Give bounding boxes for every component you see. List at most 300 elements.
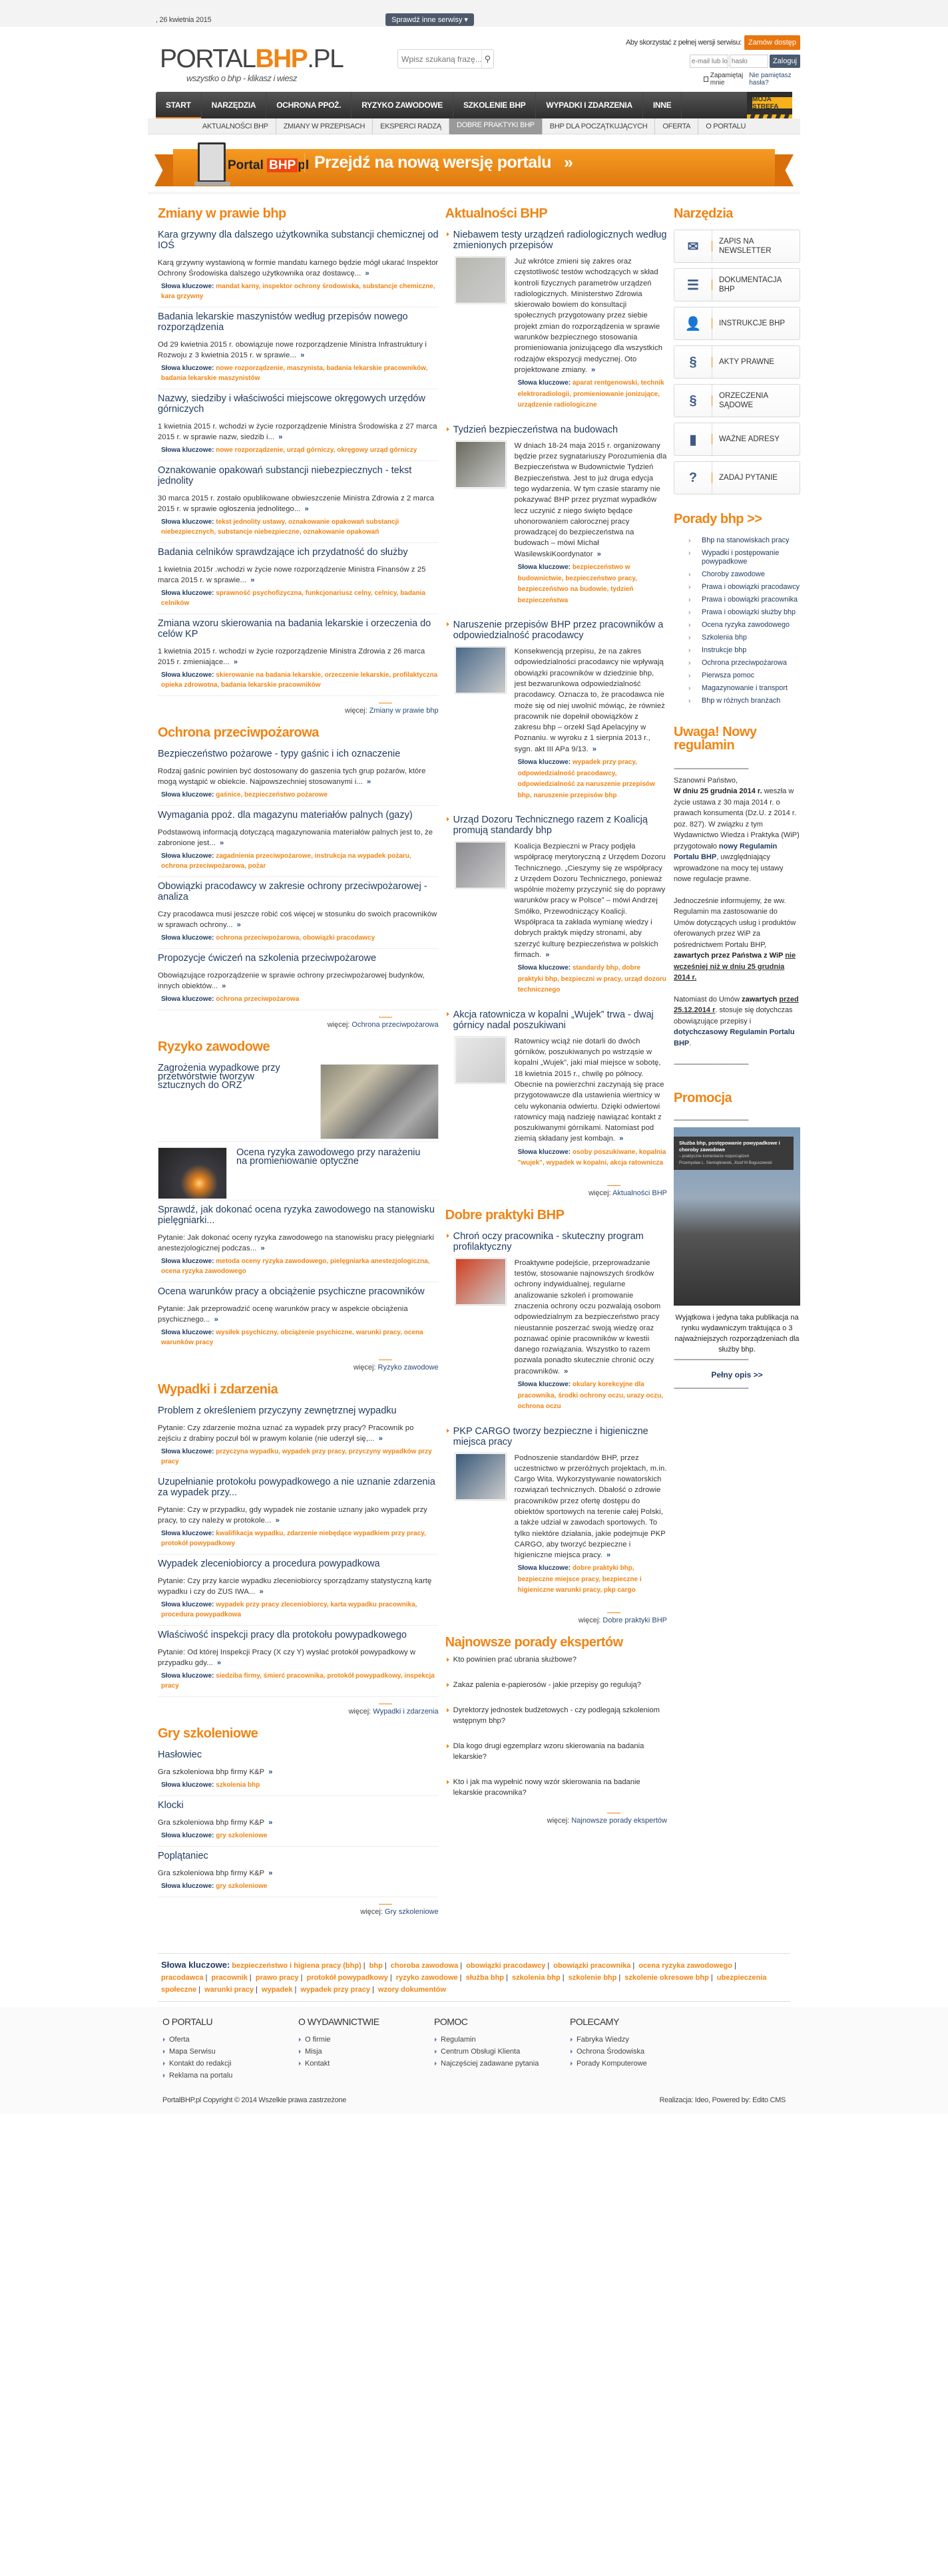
article-title[interactable]: Badania lekarskie maszynistów według przepisów nowego rozporządzenia <box>158 311 408 333</box>
article <box>158 1401 439 1473</box>
divider: | <box>632 1962 635 1970</box>
article <box>158 877 439 949</box>
login-button[interactable]: Zaloguj <box>770 55 800 68</box>
keywords: Słowa kluczowe: wysiłek psychiczny, obciążenie psychiczne, warunki pracy, ocena warunków pracy <box>161 1329 423 1346</box>
footer-column-title: POMOC <box>434 2016 468 2027</box>
keyword-links[interactable]: dobre praktyki bhp, bezpieczne miejsce pracy, bezpieczne i higieniczne warunki pracy, pkp cargo <box>517 1564 642 1594</box>
read-more-link[interactable]: » <box>545 950 550 959</box>
keywords: Słowa kluczowe: mandat karny, inspektor ochrony środowiska, substancje chemiczne, kara grzywny <box>161 283 435 300</box>
article <box>158 806 439 877</box>
read-more-link[interactable]: » <box>619 1135 624 1143</box>
article <box>158 949 439 1010</box>
article-excerpt: Karą grzywny wystawioną w formie mandatu karnego będzie mógł ukarać Inspektor Ochrony Środowiska dalszego użytkownika oraz dostawcę... » <box>158 259 439 277</box>
article-thumbnail[interactable] <box>455 646 507 694</box>
instructions-icon: 👤 <box>684 316 702 331</box>
remember-me[interactable]: Zapamiętaj mnie <box>704 72 749 87</box>
porady-link[interactable]: › Prawa i obowiązki służby bhp <box>688 608 800 617</box>
read-more-link[interactable]: » <box>220 839 224 847</box>
search-input[interactable] <box>398 50 481 68</box>
tool-label: DOKUMENTACJA BHP <box>719 276 782 293</box>
keyword-link[interactable]: pracodawca <box>161 1974 204 1982</box>
article-title[interactable]: Chroń oczy pracownika - skuteczny program profilaktyczny <box>445 1231 667 1252</box>
article <box>445 1006 667 1179</box>
article-thumbnail[interactable] <box>455 256 507 304</box>
section-wypadki <box>158 1382 439 1716</box>
divider: | <box>389 1974 392 1982</box>
footer-link[interactable]: Fabryka Wiedzy <box>570 2034 706 2046</box>
keyword-links[interactable]: osoby poszukiwane, kopalnia "wujek", wypadek w kopalni, akcja ratownicza <box>517 1148 666 1167</box>
section-title: Najnowsze porady ekspertów <box>445 1634 623 1650</box>
article-title[interactable]: Poplątaniec <box>158 1851 208 1861</box>
divider: | <box>734 1962 736 1970</box>
question-icon: ? <box>688 470 698 485</box>
porady-link[interactable]: › Prawa i obowiązki pracodawcy <box>688 583 800 592</box>
porady-link[interactable]: › Pierwsza pomoc <box>688 671 800 680</box>
porady-link[interactable]: › Choroby zawodowe <box>688 570 800 579</box>
keyword-link[interactable]: ubezpieczenia społeczne <box>161 1974 767 1994</box>
article-excerpt: Pytanie: Jak przeprowadzić ocenę warunków pracy w aspekcie obciążenia psychicznego... » <box>158 1305 408 1324</box>
article-thumbnail[interactable] <box>455 1036 507 1084</box>
keyword-link[interactable]: wypadek przy pracy <box>300 1986 370 1994</box>
more-link[interactable]: więcej: Najnowsze porady ekspertów <box>445 1813 667 1825</box>
keyword-links[interactable]: wysiłek psychiczny, obciążenie psychiczne, warunki pracy, ocena warunków pracy <box>161 1329 423 1346</box>
copyright: PortalBHP.pl Copyright © 2014 Wszelkie prawa zastrzeżone <box>162 2096 347 2104</box>
article-title[interactable]: Oznakowanie opakowań substancji niebezpiecznych - tekst jednolity <box>158 465 412 486</box>
keyword-link[interactable]: prawo pracy <box>255 1974 299 1982</box>
porady-link[interactable]: › Bhp w różnych branżach <box>688 697 800 705</box>
article-title[interactable]: Nazwy, siedziby i właściwości miejscowe okręgowych urzędów górniczych <box>158 393 425 415</box>
more-link[interactable]: więcej: Aktualności BHP <box>445 1185 667 1197</box>
article-title[interactable]: Urząd Dozoru Technicznego razem z Koalicją promują standardy bhp <box>445 815 667 836</box>
keyword-link[interactable]: szkolenia bhp <box>511 1974 561 1982</box>
porady-link[interactable]: › Wypadki i postępowanie powypadkowe <box>688 549 800 566</box>
keyword-link[interactable]: bhp <box>369 1962 383 1970</box>
book-title: Służba bhp, postępowanie powypadkowe i choroby zawodowe – praktyczne komentarze rozporządzeń Przemysław L. Siemiątkowski, Józef M Boguszewski <box>674 1137 794 1170</box>
keyword-link[interactable]: warunki pracy <box>204 1986 254 1994</box>
keywords: Słowa kluczowe: kwalifikacja wypadku, zdarzenie niebędące wypadkiem przy pracy, protokół powypadkowy <box>161 1530 426 1547</box>
keyword-links[interactable]: bezpieczeństwo w budownictwie, bezpieczeństwo pracy, bezpieczeństwo na budowie, tydzień bezpieczeństwa <box>517 564 637 604</box>
read-more-link[interactable]: » <box>268 1819 273 1827</box>
article <box>158 1847 439 1897</box>
section-aktualnosci <box>445 206 667 1197</box>
separator <box>148 192 800 194</box>
article <box>158 1282 439 1353</box>
read-more-link[interactable]: » <box>367 778 371 786</box>
section-eksperci <box>445 1635 667 1825</box>
footer-link[interactable]: Kontakt <box>298 2058 434 2070</box>
footer-link[interactable]: Regulamin <box>434 2034 570 2046</box>
footer-link[interactable]: Najczęściej zadawane pytania <box>434 2058 570 2070</box>
subnav-zmiany[interactable]: ZMIANY W PRZEPISACH <box>276 118 373 134</box>
article-thumbnail[interactable] <box>455 441 507 488</box>
article-title[interactable]: Niebawem testy urządzeń radiologicznych według zmienionych przepisów <box>445 230 667 251</box>
keyword-link[interactable]: szkolenie okresowe bhp <box>624 1974 709 1982</box>
keyword-link[interactable]: ocena ryzyka zawodowego <box>638 1962 732 1970</box>
divider: | <box>562 1974 565 1982</box>
keyword-link[interactable]: pracownik <box>211 1974 248 1982</box>
article <box>445 811 667 1006</box>
hazard-stripes <box>747 114 792 118</box>
keyword-link[interactable]: służba bhp <box>465 1974 505 1982</box>
search-icon[interactable]: ⚲ <box>481 50 493 68</box>
keyword-links[interactable]: nowe rozporządzenie, urząd górniczy, okręgowy urząd górniczy <box>216 447 417 454</box>
article-excerpt: 1 kwietnia 2015 r. wchodzi w życie rozporządzenie Ministra Zdrowia z 26 marca 2015 r. zmieniające... » <box>158 647 425 666</box>
article-excerpt: Pytanie: Czy w przypadku, gdy wypadek nie zostanie uznany jako wypadek przy pracy, to czy należy w protokole... » <box>158 1506 427 1525</box>
my-zone-button[interactable]: MOJA STREFA <box>747 92 792 118</box>
expert-question[interactable]: Dla kogo drugi egzemplarz wzoru skierowania na badania lekarskie? <box>445 1741 667 1762</box>
keywords: Słowa kluczowe: gaśnice, bezpieczeństwo pożarowe <box>161 791 328 799</box>
left-column <box>158 201 439 1927</box>
footer-link[interactable]: Oferta <box>162 2034 298 2046</box>
article-title[interactable]: Naruszenie przepisów BHP przez pracowników a odpowiedzialność pracodawcy <box>445 620 667 641</box>
subnav-poczatkujacy[interactable]: BHP DLA POCZĄTKUJĄCYCH <box>543 118 656 134</box>
keywords: Słowa kluczowe: przyczyna wypadku, wypadek przy pracy, przyczyny wypadków przy pracy <box>161 1448 432 1465</box>
read-more-link[interactable]: » <box>378 1435 383 1443</box>
article-title[interactable]: Wypadek zleceniobiorcy a procedura powypadkowa <box>158 1559 380 1569</box>
promo-book-cover[interactable] <box>674 1127 800 1306</box>
footer-column-title: O WYDAWNICTWIE <box>298 2016 379 2027</box>
article-title[interactable]: Kara grzywny dla dalszego użytkownika substancji chemicznej od IOŚ <box>158 230 439 251</box>
article-title[interactable]: Zmiana wzoru skierowania na badania lekarskie i orzeczenia do celów KP <box>158 618 431 640</box>
article-excerpt: Konsekwencją przepisu, że na zakres odpowiedzialności pracodawcy nie wpływają obowiązki pracowników w dziedzinie bhp, jest bezwarunkowa odpowiedzialność pracodawcy. Oznacza to, że pracodawca nie może się od niej uwolnić mówiąc, że również pracownik nie dopełnił obowiązków z zakresu bhp – orzekł Sąd Apelacyjny w Poznaniu. w wyroku z 1 sierpnia 2013 r., sygn. akt III APa 9/13. » <box>514 647 665 753</box>
article-title[interactable]: Sprawdź, jak dokonać ocena ryzyka zawodowego na stanowisku pielęgniarki... <box>158 1204 435 1226</box>
article-excerpt: Podstawową informacją dotyczącą magazynowania materiałów palnych jest to, że zabronione jest... » <box>158 828 433 847</box>
divider: | <box>384 1962 387 1970</box>
article <box>158 1555 439 1626</box>
right-sidebar: Narzędzia ✉ ZAPIS NA NEWSLETTER ☰ DOKUMENTACJA BHP 👤 INSTRUKCJE BHP § AKTY PRAWNE § ORZECZENIA SĄDOWE ▮ WAŻNE ADRESY ? ZADAJ PYTANIE Porady bhp >> › Bhp na stanowiskach pracy › Wypadki i postępowanie powypadkowe › Choroby zawodowe › Prawa i obowiązki pracodawcy › Prawa i obowiązki pracownika › Prawa i obowiązki służby bhp › Ocena ryzyka zawodowego › Szkolenia bhp › Instrukcje bhp › Ochrona przeciwpożarowa › Pierwsza pomoc › Magazynowanie i transport › Bhp w różnych branżach Uwaga! Nowy regulamin ------------------------------------------------ Szanowni Państwo, W dniu 25 grudnia 2014 r. weszła w życie ustawa z 30 maja 2014 r. o prawach konsumenta (Dz.U. z 2014 r. poz. 827). W związku z tym Wydawnictwo Wiedza i Praktyka (WiP) przygotowało nowy Regulamin Portalu BHP, uwzględniający wprowadzone na mocy tej ustawy nowe regulacje prawne. Jednocześnie informujemy, że ww. Regulamin ma zastosowanie do Umów dotyczących usług i produktów oferowanych przez WiP za pośrednictwem Portalu BHP, zawartych przez Państwa z WiP nie wcześniej niż w dniu 25 grudnia 2014 r. Natomiast do Umów zawartych przed 25.12.2014 r. stosuje się dotychczas obowiązujące przepisy i dotychczasowy Regulamin Portalu BHP. ------------------------------------------------ Promocja ------------------------------------------------ Służba bhp, postępowanie powypadkowe i choroby zawodowe – praktyczne komentarze rozporządzeń Przemysław L. Siemiątkowski, Józef M Boguszewski Wyjątkowa i jedyna taka publikacja na rynku wydawniczym traktująca o 3 najważniejszych rozporządzeniach dla służby bhp. ------------------------------------------------ Pełny opis >> ------------------------------------------------ <box>674 201 800 1927</box>
article <box>158 614 439 696</box>
plastic-waste-image <box>320 1064 439 1139</box>
footer-column <box>298 2016 434 2082</box>
section-ryzyko <box>158 1039 439 1372</box>
keyword-links[interactable]: wypadek przy pracy zleceniobiorcy, karta wypadku pracownika, procedura powypadkowa <box>161 1601 417 1618</box>
keyword-links[interactable]: ochrona przeciwpożarowa <box>216 996 300 1003</box>
read-more-link[interactable]: » <box>365 270 369 277</box>
article-excerpt: W dniach 18-24 maja 2015 r. organizowany będzie przez sygnatariuszy Porozumienia dla Bezpieczeństwa w Budownictwie Tydzień Bezpieczeństwa. Jest to już druga edycja tego wydarzenia. W tym czasie staramy nie pokazywać BHP przez pryzmat wypadków lecz uczynić z niego święto będące uhonorowaniem całorocznej pracy prowadzącej do bezpieczeństwa na budowach – mówi Michał WasilewskiKoordynator » <box>514 441 667 558</box>
tool-label: ZADAJ PYTANIE <box>719 474 778 482</box>
nav-szkolenie[interactable]: SZKOLENIE BHP <box>453 92 536 118</box>
keywords: Słowa kluczowe: szkolenia bhp <box>161 1781 260 1789</box>
keyword-links[interactable]: przyczyna wypadku, wypadek przy pracy, przyczyny wypadków przy pracy <box>161 1448 432 1465</box>
forgot-password-link[interactable]: Nie pamiętasz hasła? <box>749 72 792 87</box>
article-title[interactable]: PKP CARGO tworzy bezpieczne i higieniczne miejsca pracy <box>445 1426 667 1447</box>
read-more-link[interactable]: » <box>563 1367 569 1376</box>
article-excerpt: Koalicja Bezpieczni w Pracy podjęła współpracę merytoryczną z Urzędem Dozoru Technicznego. „Cieszymy się ze współpracy z Urzędem Dozoru Technicznego, ponieważ wspólnie możemy przyczynić się do poprawy warunków pracy w Polsce” – mówi Andrzej Smółko, Przewodniczący Koalicji. Współpraca ta zakłada wymianę wiedzy i dobrych praktyk między stronami, aby szerzyć kulturę bezpieczeństwa w polskich firmach. » <box>514 842 666 959</box>
login-input[interactable] <box>690 55 728 68</box>
read-more-link[interactable]: » <box>275 1517 280 1525</box>
article-title[interactable]: Bezpieczeństwo pożarowe - typy gaśnic i ich oznaczenie <box>158 749 401 759</box>
footer-link[interactable]: Misja <box>298 2046 434 2058</box>
section-title: Zmiany w prawie bhp <box>158 206 286 221</box>
expert-question[interactable]: Kto powinien prać ubrania służbowe? <box>445 1654 667 1665</box>
keywords: Słowa kluczowe: nowe rozporządzenie, maszynista, badania lekarskie pracowników, badania lekarskie maszynistów <box>161 365 428 382</box>
nav-inne[interactable]: INNE <box>643 92 682 118</box>
keyword-link[interactable]: choroba zawodowa <box>390 1962 459 1970</box>
article-title[interactable]: Klocki <box>158 1800 184 1811</box>
featured-article[interactable]: Zagrożenia wypadkowe przy przetwórstwie tworzyw sztucznych do ORZ <box>158 1059 439 1142</box>
article-title[interactable]: Problem z określeniem przyczyny zewnętrznej wypadku <box>158 1405 397 1416</box>
article-excerpt: 1 kwietnia 2015 r. wchodzi w życie rozporządzenie Ministra Środowiska z 27 marca 2015 r. w sprawie nazw, siedzib i... » <box>158 423 437 441</box>
divider: | <box>371 1986 374 1994</box>
featured-article[interactable]: Ocena ryzyka zawodowego przy narażeniu na promieniowanie optyczne <box>158 1142 439 1200</box>
keyword-link[interactable]: wypadek <box>262 1986 293 1994</box>
keywords: Słowa kluczowe: dobre praktyki bhp, bezpieczne miejsce pracy, bezpieczne i higieniczne warunki pracy, pkp cargo <box>517 1564 642 1594</box>
keyword-links[interactable]: zagadnienia przeciwpożarowe, instrukcja na wypadek pożaru, ochrona przeciwpożarowa, pożar <box>161 852 411 870</box>
article-thumbnail[interactable] <box>455 1258 507 1306</box>
newsletter-icon: ✉ <box>687 239 699 254</box>
tool-button[interactable] <box>674 230 800 263</box>
keywords: Słowa kluczowe: bezpieczeństwo w budownictwie, bezpieczeństwo pracy, bezpieczeństwo na budowie, tydzień bezpieczeństwa <box>517 564 637 604</box>
court-rulings-icon: § <box>689 393 697 408</box>
article-excerpt: 30 marca 2015 r. zostało opublikowane obwieszczenie Ministra Zdrowia z 2 marca 2015 r. w sprawie ogłoszenia jednolitego... » <box>158 494 435 513</box>
article-excerpt: Czy pracodawca musi jeszcze robić coś więcej w stosunku do swoich pracowników w sprawach ochrony... » <box>158 910 437 929</box>
read-more-link[interactable]: » <box>606 1551 611 1560</box>
footer-link[interactable]: Centrum Obsługi Klienta <box>434 2046 570 2058</box>
section-title: Ryzyko zawodowe <box>158 1039 270 1054</box>
addresses-icon: ▮ <box>689 432 697 447</box>
keyword-links[interactable]: okulary korekcyjne dla pracownika, środki ochrony oczu, urazy oczu, ochrona oczu <box>517 1381 664 1410</box>
keyword-links[interactable]: mandat karny, inspektor ochrony środowiska, substancje chemiczne, kara grzywny <box>161 283 435 300</box>
keywords: Słowa kluczowe: gry szkoleniowe <box>161 1832 268 1839</box>
tool-button[interactable] <box>674 345 800 379</box>
other-services-dropdown[interactable]: Sprawdź inne serwisy ▾ <box>385 13 474 26</box>
new-version-banner[interactable] <box>148 142 800 188</box>
article-title[interactable]: Badania celników sprawdzające ich przydatność do służby <box>158 547 408 558</box>
middle-column <box>445 201 667 1927</box>
banner-cta: Przejdź na nową wersję portalu <box>304 153 551 172</box>
footer-link[interactable]: Porady Komputerowe <box>570 2058 706 2070</box>
read-more-link[interactable]: » <box>268 1768 273 1776</box>
expert-question[interactable]: Dyrektorzy jednostek budżetowych - czy podlegają szkoleniom wstępnym bhp? <box>445 1705 667 1726</box>
keyword-links[interactable]: sprawność psychofizyczna, funkcjonariusz celny, celnicy, badania celników <box>161 590 425 607</box>
read-more-link[interactable]: » <box>592 745 597 753</box>
tool-label: ORZECZENIA SĄDOWE <box>719 392 768 409</box>
footer-link[interactable]: O firmie <box>298 2034 434 2046</box>
article-title[interactable]: Propozycje ćwiczeń na szkolenia przeciwpożarowe <box>158 953 377 964</box>
divider: | <box>300 1974 303 1982</box>
article <box>158 1796 439 1847</box>
nav-start[interactable]: START <box>156 92 202 118</box>
article-excerpt: Obowiązujące rozporządzenie w sprawie ochrony przeciwpożarowej budynków, innych obiektów... » <box>158 972 425 990</box>
article <box>445 1227 667 1422</box>
footer-link[interactable]: Ochrona Środowiska <box>570 2046 706 2058</box>
tool-label: AKTY PRAWNE <box>719 358 775 366</box>
keyword-links[interactable]: siedziba firmy, śmierć pracownika, protokół powypadkowy, inspekcja pracy <box>161 1672 435 1690</box>
read-more-link[interactable]: » <box>233 658 238 666</box>
order-access-button[interactable]: Zamów dostęp <box>744 35 800 50</box>
section-title: Dobre praktyki BHP <box>445 1207 565 1222</box>
keyword-links[interactable]: aparat rentgenowski, technik elektroradiologii, promieniowanie jonizujące, urządzenie radiologiczne <box>517 379 664 409</box>
keyword-link[interactable]: bezpieczeństwo i higiena pracy (bhp) <box>232 1962 361 1970</box>
porady-link[interactable]: › Magazynowanie i transport <box>688 684 800 693</box>
divider: | <box>460 1962 463 1970</box>
header <box>148 27 800 92</box>
footer-link[interactable]: Reklama na portalu <box>162 2070 298 2082</box>
read-more-link[interactable]: » <box>260 1244 265 1252</box>
keyword-link[interactable]: obowiązki pracownika <box>553 1962 631 1970</box>
porady-link[interactable]: › Ocena ryzyka zawodowego <box>688 621 800 630</box>
article-excerpt: Rodzaj gaśnic powinien być dostosowany do gaszenia tych grup pożarów, które mogą wystąpić w obiekcie. Najpowszechniej stosowanymi i... » <box>158 767 426 786</box>
keywords: Słowa kluczowe: metoda oceny ryzyka zawodowego, pielęgniarka anestezjologiczna, ocena ryzyka zawodowego <box>161 1258 430 1275</box>
article <box>158 226 439 307</box>
tool-button[interactable] <box>674 384 800 417</box>
top-bar <box>0 0 948 27</box>
keywords: Słowa kluczowe: skierowanie na badania lekarskie, orzeczenie lekarskie, profilaktyczna opieka zdrowotna, badania lekarskie pracowników <box>161 671 438 689</box>
section-title: Gry szkoleniowe <box>158 1726 258 1741</box>
search-box <box>397 49 494 69</box>
keyword-link[interactable]: szkolenie bhp <box>568 1974 617 1982</box>
subnav-dobre-praktyki[interactable]: DOBRE PRAKTYKI BHP <box>449 116 543 134</box>
article-title[interactable]: Ocena warunków pracy a obciążenie psychiczne pracowników <box>158 1286 425 1297</box>
keyword-link[interactable]: obowiązki pracodawcy <box>466 1962 546 1970</box>
porady-link[interactable]: › Szkolenia bhp <box>688 634 800 642</box>
subnav-aktualnosci[interactable]: AKTUALNOŚCI BHP <box>195 118 276 134</box>
tool-label: WAŻNE ADRESY <box>719 435 780 443</box>
porady-link[interactable]: › Prawa i obowiązki pracownika <box>688 596 800 604</box>
nav-ochrona-ppoz[interactable]: OCHRONA PPOŻ. <box>266 92 352 118</box>
tool-button[interactable] <box>674 268 800 301</box>
keyword-links[interactable]: metoda oceny ryzyka zawodowego, pielęgniarka anestezjologiczna, ocena ryzyka zawodowego <box>161 1258 430 1275</box>
keyword-links[interactable]: skierowanie na badania lekarskie, orzeczenie lekarskie, profilaktyczna opieka zdrowotna, badania lekarskie pracowników <box>161 671 438 689</box>
expert-question[interactable]: Kto i jak ma wypełnić nowy wzór skierowania na badanie lekarskie pracownika? <box>445 1777 667 1798</box>
article-excerpt: Gra szkoleniowa bhp firmy K&P » <box>158 1819 273 1827</box>
keyword-links[interactable]: gry szkoleniowe <box>216 1883 268 1890</box>
divider: | <box>249 1974 252 1982</box>
expert-question[interactable]: Zakaz palenia e-papierosów - jakie przepisy go regulują? <box>445 1680 667 1690</box>
keyword-link[interactable]: protokół powypadkowy <box>306 1974 388 1982</box>
tool-label: ZAPIS NA NEWSLETTER <box>719 238 772 255</box>
nav-ryzyko[interactable]: RYZYKO ZAWODOWE <box>352 92 453 118</box>
remember-checkbox[interactable] <box>704 77 708 82</box>
tool-button[interactable] <box>674 307 800 340</box>
tool-label: INSTRUKCJE BHP <box>719 319 786 327</box>
keyword-links[interactable]: szkolenia bhp <box>216 1781 260 1789</box>
article-excerpt: 1 kwietnia 2015r .wchodzi w życie nowe rozporządzenie Ministra Finansów z 25 marca 2015 r. w sprawie... » <box>158 566 426 584</box>
article-thumbnail[interactable] <box>455 841 507 889</box>
footer-link[interactable]: Kontakt do redakcji <box>162 2058 298 2070</box>
subnav-oferta[interactable]: OFERTA <box>655 118 698 134</box>
keyword-links[interactable]: gaśnice, bezpieczeństwo pożarowe <box>216 791 328 799</box>
tool-button[interactable] <box>674 461 800 494</box>
article-title[interactable]: Uzupełnianie protokołu powypadkowego a nie uznanie zdarzenia za wypadek przy... <box>158 1477 435 1498</box>
article-excerpt: Ratownicy wciąż nie dotarli do dwóch górników, poszukiwanych po wstrząsie w kopalni „Wujek”, jaki miał miejsce w sobotę, 18 kwietnia 2015 r., chwilę po północy. Obecnie na powierzchni zaczynają się prace przygotowawcze dla ustawienia wiertnicy w celu wykonania odwiertu. Dzięki odwiertowi ratownicy mają nadzieję nawiązać kontakt z poszukiwanymi górnikami. Natomiast pod ziemią składany jest kombajn. » <box>514 1037 664 1143</box>
keyword-links[interactable]: wypadek przy pracy, odpowiedzialność pracodawcy, odpowiedzialność za naruszenie przepisów bhp, naruszenie przepisów bhp <box>517 759 655 799</box>
article-title[interactable]: Hasłowiec <box>158 1749 202 1760</box>
divider: | <box>459 1974 462 1982</box>
keyword-links[interactable]: kwalifikacja wypadku, zdarzenie niebędące wypadkiem przy pracy, protokół powypadkowy <box>161 1530 426 1547</box>
keyword-links[interactable]: tekst jednolity ustawy, oznakowanie opakowań substancji niebezpiecznych, substancje niebezpieczne, oznakowanie opakowań <box>161 518 399 536</box>
promo-full-description-link[interactable]: Pełny opis >> <box>711 1370 763 1380</box>
keywords: Słowa kluczowe: sprawność psychofizyczna, funkcjonariusz celny, celnicy, badania celników <box>161 590 425 607</box>
site-logo[interactable]: PORTALBHP.PL <box>160 45 344 73</box>
more-link[interactable]: więcej: Dobre praktyki BHP <box>445 1612 667 1624</box>
sub-nav <box>148 118 800 134</box>
welding-image <box>158 1147 227 1199</box>
article-title[interactable]: Obowiązki pracodawcy w zakresie ochrony przeciwpożarowej - analiza <box>158 881 427 902</box>
read-more-link[interactable]: » <box>596 550 601 558</box>
keywords: Słowa kluczowe: gry szkoleniowe <box>161 1883 268 1890</box>
footer-column <box>570 2016 706 2082</box>
banner-arrow: » <box>564 153 573 172</box>
read-more-link[interactable]: » <box>268 1869 273 1877</box>
read-more-link[interactable]: » <box>300 351 305 359</box>
footer <box>0 2007 948 2114</box>
keyword-links[interactable]: standardy bhp, dobre praktyki bhp, bezpieczni w pracy, urząd dozoru technicznego <box>517 964 666 994</box>
footer-column-title: O PORTALU <box>162 2016 213 2027</box>
article <box>158 1746 439 1796</box>
article <box>445 421 667 616</box>
read-more-link[interactable]: » <box>236 921 241 929</box>
nav-narzedzia[interactable]: NARZĘDZIA <box>202 92 267 118</box>
section-ppoz <box>158 725 439 1029</box>
nav-wypadki[interactable]: WYPADKI I ZDARZENIA <box>536 92 642 118</box>
more-link[interactable]: więcej: Gry szkoleniowe <box>158 1904 439 1916</box>
article-title[interactable]: Wymagania ppoż. dla magazynu materiałów palnych (gazy) <box>158 810 413 821</box>
old-regulamin-link[interactable]: dotychczasowy Regulamin Portalu BHP <box>674 1028 795 1047</box>
section-gry <box>158 1726 439 1916</box>
article-title[interactable]: Akcja ratownicza w kopalni „Wujek” trwa - dwaj górnicy nadal poszukiwani <box>445 1010 667 1031</box>
more-link[interactable]: więcej: Ryzyko zawodowe <box>158 1360 439 1372</box>
porady-link[interactable]: › Bhp na stanowiskach pracy <box>688 536 800 545</box>
read-more-link[interactable]: » <box>222 982 226 990</box>
more-link[interactable]: więcej: Zmiany w prawie bhp <box>158 703 439 715</box>
footer-link[interactable]: Mapa Serwisu <box>162 2046 298 2058</box>
porady-link[interactable]: › Instrukcje bhp <box>688 646 800 655</box>
porady-title[interactable]: Porady bhp >> <box>674 512 762 526</box>
more-link[interactable]: więcej: Ochrona przeciwpożarowa <box>158 1017 439 1029</box>
keywords: Słowa kluczowe: nowe rozporządzenie, urząd górniczy, okręgowy urząd górniczy <box>161 447 417 454</box>
article <box>445 1422 667 1606</box>
article <box>445 226 667 421</box>
read-more-link[interactable]: » <box>278 433 283 441</box>
section-title: Ochrona przeciwpożarowa <box>158 725 319 740</box>
password-input[interactable] <box>730 55 768 68</box>
article-excerpt: Proaktywne podejście, przeprowadzanie testów, stosowanie najnowszych środków ochrony indywidualnej, regularne analizowanie szkoleń i promowanie znaczenia ochrony oczu pozwalają osobom odpowiedzialnym za bezpieczeństwo pracy nieustannie poszerzać swoją wiedzę oraz poznawać opinie pracowników w kwestii danego rozwiązania. Wszystko to razem pozwala ponadto skutecznie chronić oczy pracowników. » <box>514 1258 661 1376</box>
keyword-links[interactable]: gry szkoleniowe <box>216 1832 268 1839</box>
divider: | <box>205 1974 208 1982</box>
porady-link[interactable]: › Ochrona przeciwpożarowa <box>688 659 800 667</box>
article-excerpt: Pytanie: Czy przy karcie wypadku zleceniobiorcy sporządzamy statystyczną kartę wypadku i czy do ZUS IWA... » <box>158 1577 432 1596</box>
article <box>158 307 439 389</box>
keyword-link[interactable]: ryzyko zawodowe <box>395 1974 458 1982</box>
article-thumbnail[interactable] <box>455 1453 507 1501</box>
article <box>158 389 439 461</box>
keyword-links[interactable]: nowe rozporządzenie, maszynista, badania lekarskie pracowników, badania lekarskie maszynistów <box>161 365 428 382</box>
article-title[interactable]: Właściwość inspekcji pracy dla protokołu powypadkowego <box>158 1630 407 1640</box>
keyword-link[interactable]: wzory dokumentów <box>377 1986 446 1994</box>
divider: | <box>710 1974 713 1982</box>
section-title: Aktualności BHP <box>445 206 548 221</box>
read-more-link[interactable]: » <box>216 1659 222 1667</box>
keyword-links[interactable]: ochrona przeciwpożarowa, obowiązki pracodawcy <box>216 934 375 942</box>
more-link[interactable]: więcej: Wypadki i zdarzenia <box>158 1704 439 1716</box>
keywords: Słowa kluczowe: wypadek przy pracy, odpowiedzialność pracodawcy, odpowiedzialność za naruszenie przepisów bhp, naruszenie przepisów bhp <box>517 759 655 799</box>
read-more-link[interactable]: » <box>214 1316 218 1324</box>
regulamin-notice: ------------------------------------------------ Szanowni Państwo, W dniu 25 grudnia 2014 r. weszła w życie ustawa z 30 maja 2014 r. o prawach konsumenta (Dz.U. z 2014 r. poz. 827). W związku z tym Wydawnictwo Wiedza i Praktyka (WiP) przygotowało nowy Regulamin Portalu BHP, uwzględniający wprowadzone na mocy tej ustawy nowe regulacje prawne. Jednocześnie informujemy, że ww. Regulamin ma zastosowanie do Umów dotyczących usług i produktów oferowanych przez WiP za pośrednictwem Portalu BHP, zawartych przez Państwa z WiP nie wcześniej niż w dniu 25 grudnia 2014 r. Natomiast do Umów zawartych przed 25.12.2014 r. stosuje się dotychczas obowiązujące przepisy i dotychczasowy Regulamin Portalu BHP. ------------------------------------------------ <box>674 765 800 1068</box>
tool-button[interactable] <box>674 423 800 456</box>
article-title[interactable]: Tydzień bezpieczeństwa na budowach <box>445 425 667 435</box>
read-more-link[interactable]: » <box>250 576 255 584</box>
new-regulamin-link[interactable]: nowy Regulamin Portalu BHP <box>674 842 778 861</box>
read-more-link[interactable]: » <box>591 365 596 374</box>
section-dobre-praktyki <box>445 1208 667 1624</box>
read-more-link[interactable]: » <box>259 1588 264 1596</box>
keywords: Słowa kluczowe: standardy bhp, dobre praktyki bhp, bezpieczni w pracy, urząd dozoru technicznego <box>517 964 666 994</box>
subnav-o-portalu[interactable]: O PORTALU <box>706 122 746 130</box>
keywords: Słowa kluczowe: tekst jednolity ustawy, oznakowanie opakowań substancji niebezpiecznych, substancje niebezpieczne, oznakowanie opakowań <box>161 518 399 536</box>
read-more-link[interactable]: » <box>304 505 309 513</box>
subnav-eksperci[interactable]: EKSPERCI RADZĄ <box>373 118 449 134</box>
